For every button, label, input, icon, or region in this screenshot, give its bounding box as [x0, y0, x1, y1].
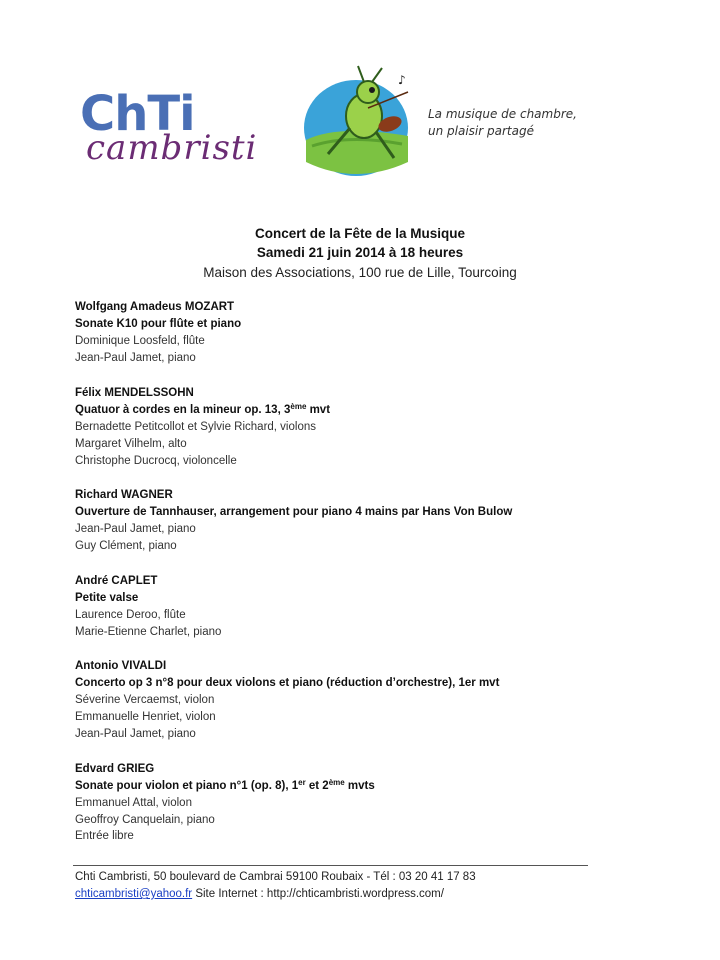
- logo-tagline: [428, 106, 577, 140]
- work-title-suffix: mvts: [344, 779, 375, 792]
- performer: Jean-Paul Jamet, piano: [75, 523, 196, 535]
- program-item-wagner: [75, 487, 675, 555]
- footer-divider: [73, 865, 588, 866]
- composer-name: Edvard GRIEG: [75, 762, 155, 775]
- performer: Séverine Vercaemst, violon: [75, 694, 215, 706]
- work-title: Sonate K10 pour flûte et piano: [75, 318, 242, 330]
- performer: Guy Clément, piano: [75, 540, 177, 552]
- performer: Dominique Loosfeld, flûte: [75, 335, 205, 347]
- program-item-mozart: [75, 299, 675, 367]
- tagline-line-1: La musique de chambre,: [428, 107, 577, 121]
- performer: Marie-Etienne Charlet, piano: [75, 625, 222, 638]
- composer-name: André CAPLET: [75, 574, 158, 587]
- work-title-superscript: ème: [290, 401, 307, 411]
- composer-name: Félix MENDELSSOHN: [75, 386, 194, 399]
- performer: Bernadette Petitcollot et Sylvie Richard, violons: [75, 420, 316, 433]
- logo-wordmark: [78, 82, 308, 182]
- program-item-caplet: [75, 573, 675, 641]
- performer: Laurence Deroo, flûte: [75, 608, 186, 621]
- footer-address: Chti Cambristi, 50 boulevard de Cambrai 59100 Roubaix - Tél : 03 20 41 17 83: [75, 871, 476, 883]
- work-title: Petite valse: [75, 591, 139, 604]
- grasshopper-violinist-icon: [298, 62, 416, 180]
- performer: Emmanuelle Henriet, violon: [75, 711, 216, 723]
- work-title-text: Sonate pour violon et piano n°1 (op. 8), 1: [75, 779, 299, 792]
- work-title: [75, 778, 675, 795]
- performer: Emmanuel Attal, violon: [75, 796, 192, 809]
- performer: Jean-Paul Jamet, piano: [75, 728, 196, 740]
- work-title-superscript-2: ème: [328, 777, 345, 787]
- program-item-vivaldi: [75, 658, 675, 743]
- work-title-superscript: er: [298, 777, 306, 787]
- website-text: Site Internet : http://chticambristi.wordpress.com/: [192, 888, 444, 900]
- composer-name: Antonio VIVALDI: [75, 660, 167, 672]
- work-title-suffix: mvt: [306, 403, 331, 416]
- program-item-grieg: [75, 761, 675, 829]
- work-title: Concerto op 3 n°8 pour deux violons et piano (réduction d’orchestre), 1er mvt: [75, 677, 500, 689]
- free-entry-note: Entrée libre: [75, 830, 134, 842]
- work-title-middle: et 2: [305, 779, 329, 792]
- concert-date: Samedi 21 juin 2014 à 18 heures: [256, 245, 464, 260]
- email-link[interactable]: chticambristi@yahoo.fr: [75, 888, 193, 900]
- work-title: Ouverture de Tannhauser, arrangement pour piano 4 mains par Hans Von Bulow: [75, 506, 513, 518]
- work-title-text: Quatuor à cordes en la mineur op. 13, 3: [75, 403, 291, 416]
- concert-title: Concert de la Fête de la Musique: [254, 226, 466, 241]
- work-title: [75, 402, 675, 419]
- program-list: [75, 299, 675, 846]
- logo-chti-text: ChTi: [80, 86, 195, 142]
- logo-cambristi-text: cambristi: [86, 128, 258, 168]
- performer: Geoffroy Canquelain, piano: [75, 813, 215, 826]
- svg-text:♪: ♪: [398, 73, 406, 87]
- concert-venue: Maison des Associations, 100 rue de Lille, Tourcoing: [203, 265, 517, 280]
- performer: Margaret Vilhelm, alto: [75, 437, 187, 450]
- tagline-line-2: un plaisir partagé: [428, 124, 534, 138]
- composer-name: Wolfgang Amadeus MOZART: [75, 301, 235, 313]
- composer-name: Richard WAGNER: [75, 489, 173, 501]
- footer-contact: [75, 888, 444, 900]
- program-item-mendelssohn: [75, 385, 675, 470]
- performer: Jean-Paul Jamet, piano: [75, 352, 196, 364]
- performer: Christophe Ducrocq, violoncelle: [75, 454, 237, 467]
